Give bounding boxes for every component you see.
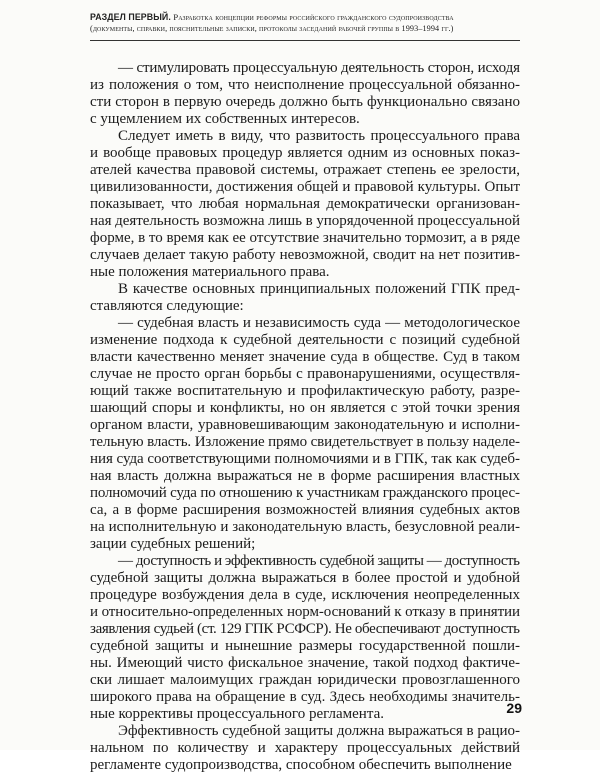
header-subtitle: (документы, справки, пояснительные записки, протоколы заседаний рабочей группы в 1993–1994 гг.) [90,24,454,33]
text-line: полномочий суда по отношению к участникам гражданского процес- [90,485,520,501]
text-line: судебной защиты и нынешние размеры государственной пошли- [90,638,520,654]
text-line: Следует иметь в виду, что развитость процессуального права [118,128,520,144]
text-line: и вообще правовых процедур является одним из основных показ- [90,145,520,161]
text-line: заявления судьей (ст. 129 ГПК РСФСР). Не обеспечивают доступность [90,621,520,637]
text-line: зации судебных решений; [90,536,256,552]
text-line: ски лишает малоимущих граждан юридически провозглашенного [90,672,520,688]
text-line: цивилизованности, достижения общей и правовой культуры. Опыт [90,179,520,195]
text-line: показывает, что любая нормальная демократически организован- [90,196,520,212]
text-line: с ущемлением их собственных интересов. [90,111,360,127]
text-line: ателей качества правовой системы, отражает степень ее зрелости, [90,162,520,178]
text-line: ная власть должна выражаться не в форме расширения властных [90,468,520,484]
text-line: ющий также воспитательную и профилактическую работу, разре- [90,383,520,399]
body-text [90,60,520,774]
text-line: регламенте судопроизводства, способном обеспечить выполнение [90,757,512,773]
text-line: власти качественно меняет значение суда в обществе. Суд в таком [90,349,520,365]
text-line: са, а в форме расширения возможностей влияния судебных актов [90,502,520,518]
text-line: на исполнительную и законодательную власть, безусловной реали- [90,519,520,535]
text-line: изменение подхода к судебной деятельности с позиций судебной [90,332,520,348]
text-line: случае не просто орган борьбы с правонарушениями, осуществля- [90,366,520,382]
running-header [90,12,520,34]
page-number: 29 [506,700,522,716]
text-line: ния суда соответствующими полномочиями и в ГПК, так как судеб- [90,451,520,467]
text-line: — доступность и эффективность судебной защиты — доступность [118,553,520,569]
text-line: из положения о том, что неисполнение процессуальной обязанно- [90,77,520,93]
header-title: Разработка концепции реформы российского гражданского судопроизводства [173,12,454,22]
text-line: шающий споры и конфликты, но он является с этой точки зрения [90,400,520,416]
text-line: ные коррективы процессуального регламента. [90,706,384,722]
text-line: случаев делает такую работу невозможной, сводит на нет позитив- [90,247,520,263]
text-line: — судебная власть и независимость суда — методологическое [118,315,520,331]
text-line: Эффективность судебной защиты должна выражаться в рацио- [118,723,520,739]
text-line: ная деятельность возможна лишь в упорядоченной процессуальной [90,213,520,229]
text-line: — стимулировать процессуальную деятельность сторон, исходя [118,60,520,76]
text-line: ставляются следующие: [90,298,244,314]
text-line: нальном по количеству и характеру процессуальных действий [90,740,520,756]
text-line: ные положения материального права. [90,264,330,280]
text-line: судебной защиты должна выражаться в более простой и удобной [90,570,520,586]
text-line: тельную власть. Изложение прямо свидетельствует в пользу наделе- [90,434,520,450]
header-part-label: РАЗДЕЛ ПЕРВЫЙ. [90,12,171,22]
header-rule [90,40,520,41]
text-line: широкого права на обращение в суд. Здесь необходимы значитель- [90,689,520,705]
text-line: ны. Имеющий чисто фискальное значение, такой подход фактиче- [90,655,520,671]
text-line: и относительно-определенных норм-оснований к отказу в принятии [90,604,520,620]
text-line: сти сторон в первую очередь должно быть функционально связано [90,94,520,110]
text-line: В качестве основных принципиальных положений ГПК пред- [118,281,520,297]
text-line: органом власти, уравновешивающим законодательную и исполни- [90,417,520,433]
text-line: форме, в то время как ее отсутствие значительно тормозит, а в ряде [90,230,520,246]
text-line: процедуре возбуждения дела в суде, исключения неопределенных [90,587,520,603]
